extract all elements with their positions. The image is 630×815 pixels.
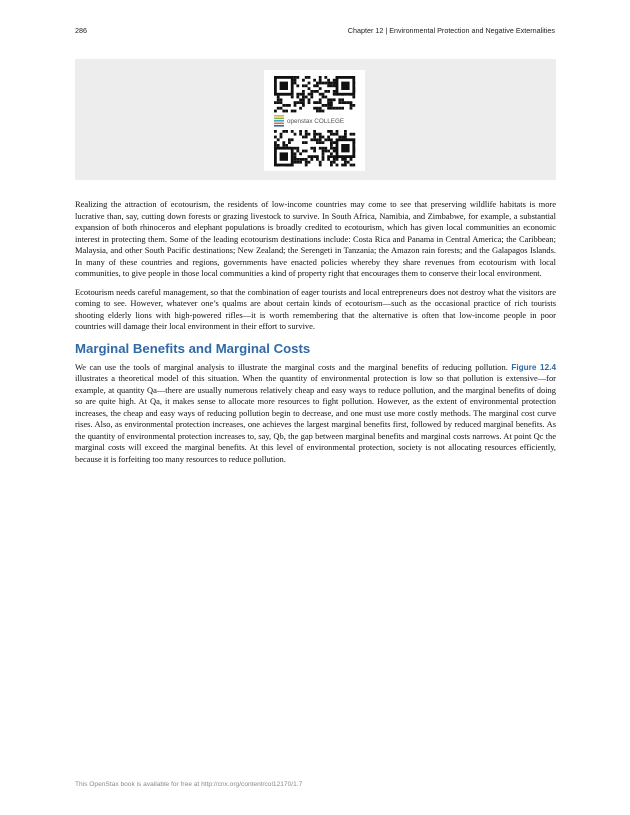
paragraph-ecotourism-2: Ecotourism needs careful management, so that the combination of eager tourists and local entrepreneurs does not destroy what the visitors are coming to see. However, whatever one’s qualms are about certain kinds of ecotourism—such as the occasional practice of rich tourists shooting elderly lions with high-powered rifles—it is worth remembering that the alternative is often that low-income people in poor countries will damage their local environment in their effort to survive.	[75, 286, 556, 331]
figure-link[interactable]: Figure 12.4	[511, 362, 556, 372]
paragraph-text-start: We can use the tools of marginal analysis to illustrate the marginal costs and the marginal benefits of reducing pollution.	[75, 361, 512, 372]
paragraph-text-rest: illustrates a theoretical model of this situation. When the quantity of environmental protection is low so that pollution is extensive—for example, at quantity Qa—there are usually numerous relatively cheap and easy ways to reduce pollution, and the marginal benefits of doing so are quite high. At Qa, it makes sense to allocate more resources to fight pollution. However, as the extent of environmental protection increases, the cheap and easy ways of reducing pollution begin to decrease, and one must use more costly methods. The marginal cost curve rises. Also, as environmental protection increases, one achieves the largest marginal benefits first, followed by reduced marginal benefits. As the quantity of environmental protection increases to, say, Qb, the gap between marginal benefits and marginal costs narrows. At point Qc the marginal costs will exceed the marginal benefits. At this level of environmental protection, society is not allocating resources efficiently, because it is forfeiting too many resources to reduce pollution.	[75, 373, 556, 464]
qr-code-panel	[75, 59, 556, 180]
openstax-logo-text: openstax COLLEGE	[287, 118, 345, 125]
qr-code-card	[264, 70, 365, 171]
document-body	[75, 199, 556, 472]
qr-code-image	[264, 70, 365, 171]
page-footer[interactable]: This OpenStax book is available for free at http://cnx.org/content/col12170/1.7	[75, 781, 303, 788]
page-header	[75, 26, 555, 38]
paragraph-marginal-analysis	[75, 362, 556, 466]
page-number: 286	[75, 26, 87, 35]
section-heading: Marginal Benefits and Marginal Costs	[75, 340, 311, 356]
chapter-title: Chapter 12 | Environmental Protection and Negative Externalities	[347, 26, 555, 35]
paragraph-ecotourism-1: Realizing the attraction of ecotourism, the residents of low-income countries may come to see that preserving wildlife habitats is more lucrative than, say, cutting down forests or grazing livestock to survive. In South Africa, Namibia, and Zimbabwe, for example, a substantial expansion of both rhinoceros and elephant populations is broadly credited to ecotourism, which has given local communities an economic interest in protecting them. Some of the leading ecotourism destinations include: Costa Rica and Panama in Central America; the Caribbean; Malaysia, and other South Pacific destinations; New Zealand; the Serengeti in Tanzania; the Amazon rain forests; and the Galapagos Islands. In many of these countries and regions, governments have enacted policies whereby they share revenues from ecotourism with local communities, to give people in those local communities a kind of property right that encourages them to conserve their local environment.	[75, 199, 556, 278]
